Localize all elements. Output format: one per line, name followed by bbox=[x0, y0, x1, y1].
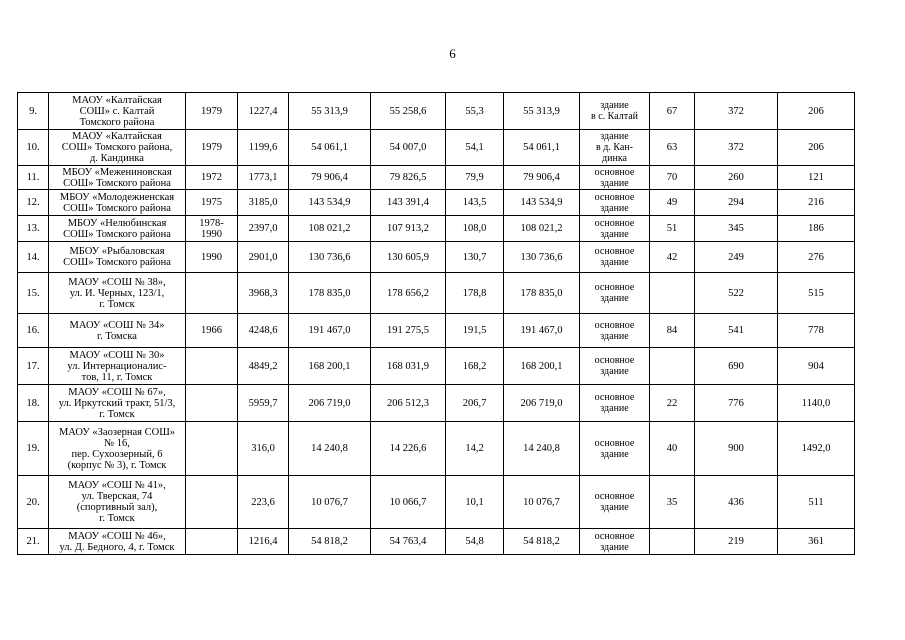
building-note: здание в д. Кан- динка bbox=[580, 130, 650, 166]
build-year bbox=[186, 385, 238, 422]
count-value-2: 260 bbox=[695, 166, 778, 190]
building-note: основное здание bbox=[580, 216, 650, 242]
count-value-1: 51 bbox=[650, 216, 695, 242]
count-value-1: 63 bbox=[650, 130, 695, 166]
area-value: 4248,6 bbox=[238, 314, 289, 348]
cost-value-1: 206 719,0 bbox=[289, 385, 371, 422]
school-name: МАОУ «СОШ № 30» ул. Интернационалис- тов, 11, г. Томск bbox=[49, 348, 186, 385]
building-note: основное здание bbox=[580, 385, 650, 422]
building-note: основное здание bbox=[580, 242, 650, 273]
table-row bbox=[18, 422, 855, 476]
build-year bbox=[186, 529, 238, 555]
building-note: здание в с. Калтай bbox=[580, 93, 650, 130]
cost-value-1: 108 021,2 bbox=[289, 216, 371, 242]
cost-value-4: 178 835,0 bbox=[504, 273, 580, 314]
cost-value-4: 108 021,2 bbox=[504, 216, 580, 242]
cost-value-3: 143,5 bbox=[446, 190, 504, 216]
count-value-1: 35 bbox=[650, 476, 695, 529]
cost-value-2: 107 913,2 bbox=[371, 216, 446, 242]
area-value: 1216,4 bbox=[238, 529, 289, 555]
count-value-1 bbox=[650, 348, 695, 385]
row-number: 19. bbox=[18, 422, 49, 476]
cost-value-4: 130 736,6 bbox=[504, 242, 580, 273]
cost-value-3: 55,3 bbox=[446, 93, 504, 130]
schools-table bbox=[17, 92, 855, 555]
cost-value-3: 206,7 bbox=[446, 385, 504, 422]
cost-value-3: 178,8 bbox=[446, 273, 504, 314]
cost-value-4: 143 534,9 bbox=[504, 190, 580, 216]
build-year: 1975 bbox=[186, 190, 238, 216]
count-value-2: 900 bbox=[695, 422, 778, 476]
row-number: 21. bbox=[18, 529, 49, 555]
cost-value-4: 14 240,8 bbox=[504, 422, 580, 476]
cost-value-3: 130,7 bbox=[446, 242, 504, 273]
build-year: 1966 bbox=[186, 314, 238, 348]
cost-value-2: 54 763,4 bbox=[371, 529, 446, 555]
building-note: основное здание bbox=[580, 476, 650, 529]
cost-value-2: 206 512,3 bbox=[371, 385, 446, 422]
cost-value-1: 143 534,9 bbox=[289, 190, 371, 216]
row-number: 13. bbox=[18, 216, 49, 242]
count-value-2: 219 bbox=[695, 529, 778, 555]
area-value: 5959,7 bbox=[238, 385, 289, 422]
cost-value-3: 10,1 bbox=[446, 476, 504, 529]
table-row bbox=[18, 273, 855, 314]
row-number: 14. bbox=[18, 242, 49, 273]
cost-value-4: 79 906,4 bbox=[504, 166, 580, 190]
count-value-3: 121 bbox=[778, 166, 855, 190]
count-value-3: 276 bbox=[778, 242, 855, 273]
cost-value-4: 54 061,1 bbox=[504, 130, 580, 166]
building-note: основное здание bbox=[580, 314, 650, 348]
build-year: 1978- 1990 bbox=[186, 216, 238, 242]
area-value: 3968,3 bbox=[238, 273, 289, 314]
cost-value-1: 178 835,0 bbox=[289, 273, 371, 314]
row-number: 10. bbox=[18, 130, 49, 166]
cost-value-4: 191 467,0 bbox=[504, 314, 580, 348]
building-note: основное здание bbox=[580, 422, 650, 476]
cost-value-3: 79,9 bbox=[446, 166, 504, 190]
row-number: 18. bbox=[18, 385, 49, 422]
cost-value-3: 54,1 bbox=[446, 130, 504, 166]
count-value-1: 49 bbox=[650, 190, 695, 216]
count-value-3: 186 bbox=[778, 216, 855, 242]
area-value: 2901,0 bbox=[238, 242, 289, 273]
count-value-2: 249 bbox=[695, 242, 778, 273]
table-row bbox=[18, 385, 855, 422]
cost-value-1: 10 076,7 bbox=[289, 476, 371, 529]
build-year bbox=[186, 273, 238, 314]
count-value-3: 361 bbox=[778, 529, 855, 555]
cost-value-2: 54 007,0 bbox=[371, 130, 446, 166]
cost-value-1: 191 467,0 bbox=[289, 314, 371, 348]
count-value-3: 778 bbox=[778, 314, 855, 348]
cost-value-1: 55 313,9 bbox=[289, 93, 371, 130]
row-number: 17. bbox=[18, 348, 49, 385]
area-value: 3185,0 bbox=[238, 190, 289, 216]
count-value-1: 67 bbox=[650, 93, 695, 130]
build-year: 1979 bbox=[186, 93, 238, 130]
cost-value-1: 79 906,4 bbox=[289, 166, 371, 190]
area-value: 4849,2 bbox=[238, 348, 289, 385]
table-row bbox=[18, 242, 855, 273]
row-number: 20. bbox=[18, 476, 49, 529]
count-value-3: 1492,0 bbox=[778, 422, 855, 476]
table-row bbox=[18, 93, 855, 130]
school-name: МАОУ «Калтайская СОШ» с. Калтай Томского района bbox=[49, 93, 186, 130]
cost-value-3: 54,8 bbox=[446, 529, 504, 555]
row-number: 16. bbox=[18, 314, 49, 348]
count-value-2: 345 bbox=[695, 216, 778, 242]
count-value-3: 216 bbox=[778, 190, 855, 216]
row-number: 11. bbox=[18, 166, 49, 190]
school-name: МАОУ «СОШ № 34» г. Томска bbox=[49, 314, 186, 348]
school-name: МАОУ «Заозерная СОШ» № 16, пер. Сухоозерный, 6 (корпус № 3), г. Томск bbox=[49, 422, 186, 476]
cost-value-2: 191 275,5 bbox=[371, 314, 446, 348]
cost-value-2: 14 226,6 bbox=[371, 422, 446, 476]
cost-value-4: 206 719,0 bbox=[504, 385, 580, 422]
area-value: 1199,6 bbox=[238, 130, 289, 166]
cost-value-4: 54 818,2 bbox=[504, 529, 580, 555]
school-name: МБОУ «Межениновская СОШ» Томского района bbox=[49, 166, 186, 190]
count-value-2: 541 bbox=[695, 314, 778, 348]
building-note: основное здание bbox=[580, 348, 650, 385]
cost-value-2: 79 826,5 bbox=[371, 166, 446, 190]
count-value-1 bbox=[650, 273, 695, 314]
build-year bbox=[186, 422, 238, 476]
cost-value-2: 168 031,9 bbox=[371, 348, 446, 385]
cost-value-2: 10 066,7 bbox=[371, 476, 446, 529]
count-value-3: 1140,0 bbox=[778, 385, 855, 422]
count-value-2: 372 bbox=[695, 130, 778, 166]
cost-value-4: 10 076,7 bbox=[504, 476, 580, 529]
building-note: основное здание bbox=[580, 190, 650, 216]
cost-value-1: 130 736,6 bbox=[289, 242, 371, 273]
count-value-3: 515 bbox=[778, 273, 855, 314]
school-name: МБОУ «Нелюбинская СОШ» Томского района bbox=[49, 216, 186, 242]
count-value-1: 42 bbox=[650, 242, 695, 273]
school-name: МАОУ «СОШ № 67», ул. Иркутский тракт, 51/3, г. Томск bbox=[49, 385, 186, 422]
area-value: 1227,4 bbox=[238, 93, 289, 130]
area-value: 1773,1 bbox=[238, 166, 289, 190]
count-value-1: 70 bbox=[650, 166, 695, 190]
cost-value-3: 108,0 bbox=[446, 216, 504, 242]
row-number: 9. bbox=[18, 93, 49, 130]
count-value-3: 904 bbox=[778, 348, 855, 385]
count-value-2: 776 bbox=[695, 385, 778, 422]
count-value-1: 84 bbox=[650, 314, 695, 348]
count-value-1 bbox=[650, 529, 695, 555]
count-value-2: 294 bbox=[695, 190, 778, 216]
table-row bbox=[18, 216, 855, 242]
count-value-2: 690 bbox=[695, 348, 778, 385]
table-row bbox=[18, 314, 855, 348]
cost-value-4: 55 313,9 bbox=[504, 93, 580, 130]
school-name: МБОУ «Рыбаловская СОШ» Томского района bbox=[49, 242, 186, 273]
build-year: 1979 bbox=[186, 130, 238, 166]
count-value-2: 522 bbox=[695, 273, 778, 314]
cost-value-1: 14 240,8 bbox=[289, 422, 371, 476]
build-year: 1990 bbox=[186, 242, 238, 273]
cost-value-4: 168 200,1 bbox=[504, 348, 580, 385]
school-name: МБОУ «Молодежненская СОШ» Томского района bbox=[49, 190, 186, 216]
table-row bbox=[18, 476, 855, 529]
school-name: МАОУ «СОШ № 41», ул. Тверская, 74 (спортивный зал), г. Томск bbox=[49, 476, 186, 529]
cost-value-3: 14,2 bbox=[446, 422, 504, 476]
area-value: 223,6 bbox=[238, 476, 289, 529]
table-row bbox=[18, 166, 855, 190]
area-value: 316,0 bbox=[238, 422, 289, 476]
cost-value-2: 178 656,2 bbox=[371, 273, 446, 314]
cost-value-1: 54 061,1 bbox=[289, 130, 371, 166]
count-value-3: 206 bbox=[778, 93, 855, 130]
school-name: МАОУ «Калтайская СОШ» Томского района, д. Кандинка bbox=[49, 130, 186, 166]
table-row bbox=[18, 348, 855, 385]
count-value-3: 206 bbox=[778, 130, 855, 166]
building-note: основное здание bbox=[580, 529, 650, 555]
page-number: 6 bbox=[449, 46, 456, 61]
school-name: МАОУ «СОШ № 38», ул. И. Черных, 123/1, г. Томск bbox=[49, 273, 186, 314]
cost-value-2: 130 605,9 bbox=[371, 242, 446, 273]
count-value-2: 372 bbox=[695, 93, 778, 130]
build-year bbox=[186, 348, 238, 385]
table-row bbox=[18, 190, 855, 216]
count-value-1: 40 bbox=[650, 422, 695, 476]
cost-value-1: 54 818,2 bbox=[289, 529, 371, 555]
count-value-1: 22 bbox=[650, 385, 695, 422]
row-number: 12. bbox=[18, 190, 49, 216]
table-row bbox=[18, 529, 855, 555]
cost-value-1: 168 200,1 bbox=[289, 348, 371, 385]
table-row bbox=[18, 130, 855, 166]
cost-value-3: 168,2 bbox=[446, 348, 504, 385]
cost-value-2: 143 391,4 bbox=[371, 190, 446, 216]
building-note: основное здание bbox=[580, 273, 650, 314]
building-note: основное здание bbox=[580, 166, 650, 190]
area-value: 2397,0 bbox=[238, 216, 289, 242]
build-year: 1972 bbox=[186, 166, 238, 190]
cost-value-2: 55 258,6 bbox=[371, 93, 446, 130]
row-number: 15. bbox=[18, 273, 49, 314]
count-value-2: 436 bbox=[695, 476, 778, 529]
cost-value-3: 191,5 bbox=[446, 314, 504, 348]
count-value-3: 511 bbox=[778, 476, 855, 529]
build-year bbox=[186, 476, 238, 529]
school-name: МАОУ «СОШ № 46», ул. Д. Бедного, 4, г. Томск bbox=[49, 529, 186, 555]
